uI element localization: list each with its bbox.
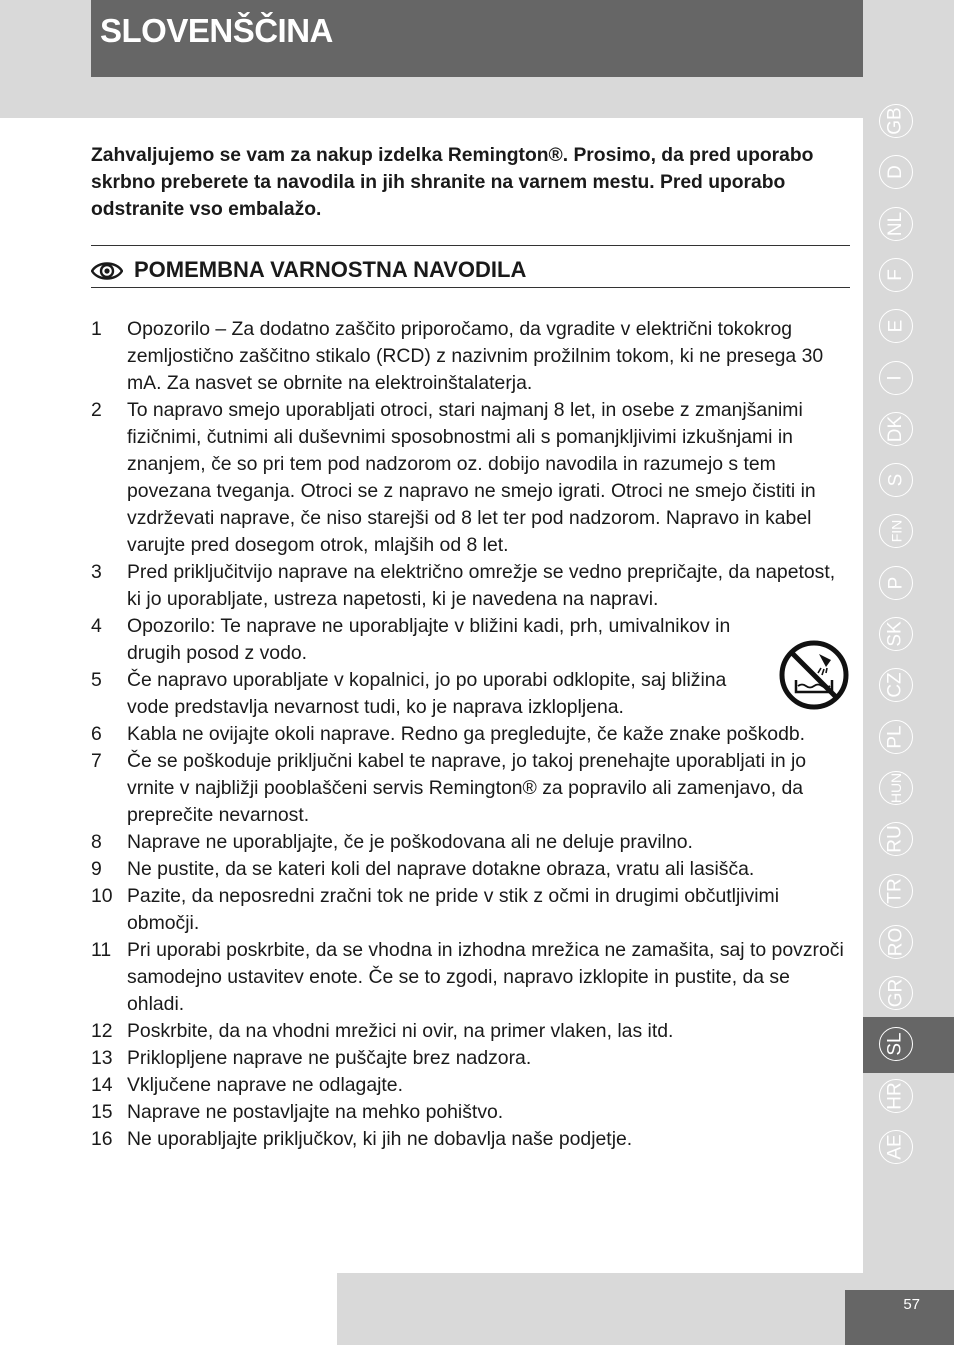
language-tab-circle xyxy=(879,566,913,600)
language-tab-hr[interactable] xyxy=(863,1069,954,1125)
list-item xyxy=(91,883,851,937)
language-tab-gr[interactable] xyxy=(863,966,954,1022)
language-tab-label: I xyxy=(885,374,906,381)
language-tab-circle xyxy=(879,361,913,395)
list-item-number: 11 xyxy=(91,939,112,961)
list-item xyxy=(91,856,851,883)
language-tab-i[interactable] xyxy=(863,351,954,407)
language-tab-tr[interactable] xyxy=(863,864,954,920)
list-item-number: 12 xyxy=(91,1020,113,1042)
language-tab-circle xyxy=(879,463,913,497)
list-item-text: Če se poškoduje priključni kabel te naprave, jo takoj prenehajte uporabljati in jo vrnite v najbližji pooblaščeni servis Remington® za popravilo ali zamenjavo, da preprečite nevarnost. xyxy=(127,750,807,826)
list-item xyxy=(91,748,851,829)
list-item-number: 9 xyxy=(91,858,102,880)
language-tab-label: S xyxy=(885,473,906,487)
language-tab-circle xyxy=(879,514,913,548)
list-item-number: 13 xyxy=(91,1047,113,1069)
language-tab-circle xyxy=(879,258,913,292)
list-item xyxy=(91,937,851,1018)
language-tab-f[interactable] xyxy=(863,248,954,304)
language-tab-label: SK xyxy=(884,621,906,647)
language-tab-label: E xyxy=(885,319,906,333)
list-item xyxy=(91,721,851,748)
language-tab-d[interactable] xyxy=(863,145,954,201)
language-tab-gb[interactable] xyxy=(863,94,954,150)
language-tab-hun[interactable] xyxy=(863,761,954,817)
language-tab-e[interactable] xyxy=(863,299,954,355)
language-tab-circle xyxy=(879,1130,913,1164)
language-tab-nl[interactable] xyxy=(863,197,954,253)
language-tab-label: HUN xyxy=(888,772,904,804)
list-item-text: Opozorilo – Za dodatno zaščito priporočamo, da vgradite v električni tokokrog zemljostično zaščitno stikalo (RCD) z nazivnim prožilnim tokom, ki ne presega 30 mA. Za nasvet se obrnite na elektroinštalaterja. xyxy=(127,318,824,394)
page-number-box xyxy=(845,1290,954,1345)
list-item-text: Pri uporabi poskrbite, da se vhodna in izhodna mrežica ne zamašita, saj to povzroči samodejno ustavitev enote. Če se to zgodi, napravo izklopite in pustite, da se ohladi. xyxy=(127,939,844,1015)
language-tab-circle xyxy=(879,976,913,1010)
list-item xyxy=(91,1126,851,1153)
language-tab-circle xyxy=(879,412,913,446)
language-tab-circle xyxy=(879,1027,913,1061)
language-tab-label: GB xyxy=(884,107,906,135)
list-item xyxy=(91,559,851,613)
language-tab-circle xyxy=(879,104,913,138)
language-tab-label: NL xyxy=(884,211,906,236)
safety-instructions-list xyxy=(91,316,851,1153)
language-tab-pl[interactable] xyxy=(863,710,954,766)
list-item-number: 5 xyxy=(91,669,102,691)
list-item-text: Poskrbite, da na vhodni mrežici ni ovir, na primer vlaken, las itd. xyxy=(127,1020,674,1042)
language-tab-label: PL xyxy=(885,724,906,749)
list-item-text: Vključene naprave ne odlagajte. xyxy=(127,1074,403,1096)
language-tab-circle xyxy=(879,874,913,908)
list-item-number: 14 xyxy=(91,1074,113,1096)
list-item-text: Pazite, da neposredni zračni tok ne pride v stik z očmi in drugimi občutljivimi območji. xyxy=(127,885,780,934)
eye-icon xyxy=(91,260,123,282)
language-tab-p[interactable] xyxy=(863,556,954,612)
section-rule-bottom xyxy=(91,287,850,288)
language-tab-label: CZ xyxy=(884,672,906,698)
language-tab-sl[interactable] xyxy=(863,1017,954,1073)
language-tab-label: DK xyxy=(885,415,906,442)
no-bath-shower-icon xyxy=(779,640,849,710)
list-item xyxy=(91,316,851,397)
language-tab-label: HR xyxy=(884,1081,906,1110)
list-item xyxy=(91,1045,851,1072)
page-number: 57 xyxy=(903,1296,920,1313)
list-item-text: Pred priključitvijo naprave na električno omrežje se vedno prepričajte, da napetost, ki jo uporabljate, ustreza napetosti, ki je navedena na napravi. xyxy=(127,561,836,610)
list-item-number: 7 xyxy=(91,750,102,772)
list-item-text: Naprave ne uporabljajte, če je poškodovana ali ne deluje pravilno. xyxy=(127,831,693,853)
page-title: SLOVENŠČINA xyxy=(100,12,333,49)
language-tab-circle xyxy=(879,822,913,856)
language-tab-label: RU xyxy=(884,825,906,853)
language-tab-circle xyxy=(879,720,913,754)
list-item-number: 8 xyxy=(91,831,102,853)
section-heading xyxy=(91,256,851,286)
list-item-text: To napravo smejo uporabljati otroci, stari najmanj 8 let, in osebe z zmanjšanimi fizičnimi, čutnimi ali duševnimi sposobnostmi ali s pomanjkljivimi izkušnjami in znanjem, če so pri tem pod nadzorom oz. dobijo navodila in razumejo s tem povezana tveganja. Otroci se z napravo ne smejo igrati. Otroci ne smejo čistiti in vzdrževati naprave, če niso starejši od 8 let ter pod nadzorom. Napravo in kabel varujte pred dosegom otrok, mlajših od 8 let. xyxy=(127,399,816,556)
intro-paragraph: Zahvaljujemo se vam za nakup izdelka Remington®. Prosimo, da pred uporabo skrbno preberete ta navodila in jih shranite na varnem mestu. Pred uporabo odstranite vso embalažo. xyxy=(91,145,814,220)
section-rule-top xyxy=(91,245,850,246)
language-tab-dk[interactable] xyxy=(863,402,954,458)
language-tab-circle xyxy=(879,207,913,241)
list-item-text: Naprave ne postavljajte na mehko pohištvo. xyxy=(127,1101,504,1123)
list-item-number: 6 xyxy=(91,723,102,745)
list-item xyxy=(91,613,851,667)
language-tab-label: AE xyxy=(884,1134,906,1160)
language-tab-ru[interactable] xyxy=(863,812,954,868)
language-tab-label: SL xyxy=(885,1032,906,1057)
language-tab-ae[interactable] xyxy=(863,1120,954,1176)
language-tab-ro[interactable] xyxy=(863,915,954,971)
list-item-text: Opozorilo: Te naprave ne uporabljajte v bližini kadi, prh, umivalnikov in drugih posod z vodo. xyxy=(127,615,731,664)
list-item-text: Ne pustite, da se kateri koli del naprave dotakne obraza, vratu ali lasišča. xyxy=(127,858,755,880)
section-title: POMEMBNA VARNOSTNA NAVODILA xyxy=(134,257,527,282)
list-item xyxy=(91,1072,851,1099)
list-item xyxy=(91,667,851,721)
list-item-number: 16 xyxy=(91,1128,113,1150)
list-item xyxy=(91,1018,851,1045)
language-tab-label: RO xyxy=(885,927,906,957)
language-tab-sk[interactable] xyxy=(863,607,954,663)
language-tab-label: D xyxy=(884,165,906,180)
language-tab-label: TR xyxy=(884,877,906,904)
language-tab-label: GR xyxy=(885,978,906,1008)
language-tab-circle xyxy=(879,617,913,651)
list-item-number: 15 xyxy=(91,1101,113,1123)
list-item xyxy=(91,829,851,856)
list-item-text: Ne uporabljajte priključkov, ki jih ne dobavlja naše podjetje. xyxy=(127,1128,633,1150)
list-item xyxy=(91,397,851,559)
language-tab-circle xyxy=(879,155,913,189)
language-tab-s[interactable] xyxy=(863,453,954,509)
language-tab-circle xyxy=(879,668,913,702)
language-tab-circle xyxy=(879,1079,913,1113)
language-tab-circle xyxy=(879,925,913,959)
list-item-text: Priklopljene naprave ne puščajte brez nadzora. xyxy=(127,1047,532,1069)
language-tab-label: P xyxy=(885,576,906,590)
language-tab-fin[interactable] xyxy=(863,504,954,560)
list-item-number: 3 xyxy=(91,561,102,583)
language-tab-label: F xyxy=(884,269,906,281)
language-tabs xyxy=(863,94,954,1234)
list-item-number: 2 xyxy=(91,399,102,421)
list-item-text: Kabla ne ovijajte okoli naprave. Redno ga pregledujte, če kaže znake poškodb. xyxy=(127,723,806,745)
footer-strip xyxy=(0,1273,337,1345)
language-tab-circle xyxy=(879,771,913,805)
language-tab-label: FIN xyxy=(888,520,904,543)
list-item-number: 10 xyxy=(91,885,113,907)
list-item-text: Če napravo uporabljate v kopalnici, jo po uporabi odklopite, saj bližina vode predstavlja nevarnost tudi, ko je naprava izklopljena. xyxy=(127,669,727,718)
list-item-number: 4 xyxy=(91,615,102,637)
list-item-number: 1 xyxy=(91,318,102,340)
language-tab-cz[interactable] xyxy=(863,658,954,714)
list-item xyxy=(91,1099,851,1126)
language-tab-circle xyxy=(879,309,913,343)
